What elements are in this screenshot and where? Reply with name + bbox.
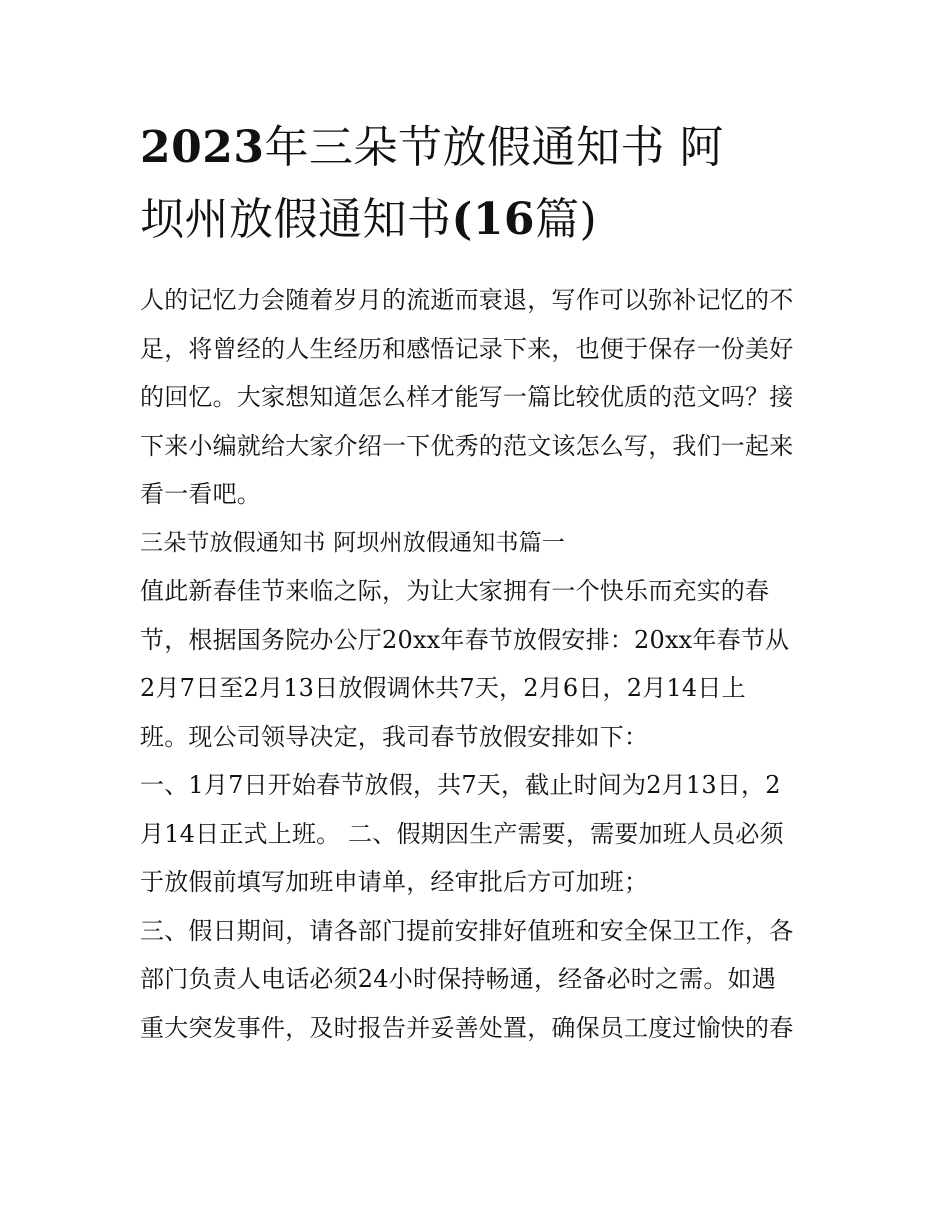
body-line: 三、假日期间，请各部门提前安排好值班和安全保卫工作，各 [140,916,794,945]
body-line: 看一看吧。 [140,480,261,508]
body-line: 足，将曾经的人生经历和感悟记录下来，也便于保存一份美好 [140,334,794,363]
title-line-2-tail: 篇) [535,194,598,245]
title-count: (16 [451,194,536,245]
title-line-2-text: 坝州放假通知书 [140,194,452,245]
body-line: 重大突发事件，及时报告并妥善处置，确保员工度过愉快的春 [140,1013,794,1042]
body-line: 月14日正式上班。 二、假期因生产需要，需要加班人员必须 [140,819,784,848]
body-line: 人的记忆力会随着岁月的流逝而衰退，写作可以弥补记忆的不 [140,286,794,314]
document-body [140,276,830,1052]
title-year: 2023 [140,122,265,173]
body-line: 部门负责人电话必须24小时保持畅通，经备必时之需。如遇 [140,965,776,993]
body-line: 节，根据国务院办公厅20xx年春节放假安排：20xx年春节从 [140,625,790,654]
title-line-2 [140,184,820,256]
body-line: 一、1月7日开始春节放假，共7天，截止时间为2月13日，2 [140,771,781,799]
title-line-1 [140,112,820,184]
body-line: 于放假前填写加班申请单，经审批后方可加班； [140,868,649,896]
body-line: 下来小编就给大家介绍一下优秀的范文该怎么写，我们一起来 [140,431,794,460]
title-line-1-text: 年三朵节放假通知书 阿 [264,122,724,173]
section-heading: 三朵节放假通知书 阿坝州放假通知书篇一 [140,529,566,556]
body-line: 值此新春佳节来临之际，为让大家拥有一个快乐而充实的春 [140,577,770,605]
body-line: 班。现公司领导决定，我司春节放假安排如下： [140,722,649,751]
document-title [140,112,820,256]
body-line: 的回忆。大家想知道怎么样才能写一篇比较优质的范文吗？接 [140,383,794,411]
body-line: 2月7日至2月13日放假调休共7天，2月6日，2月14日上 [140,674,746,702]
